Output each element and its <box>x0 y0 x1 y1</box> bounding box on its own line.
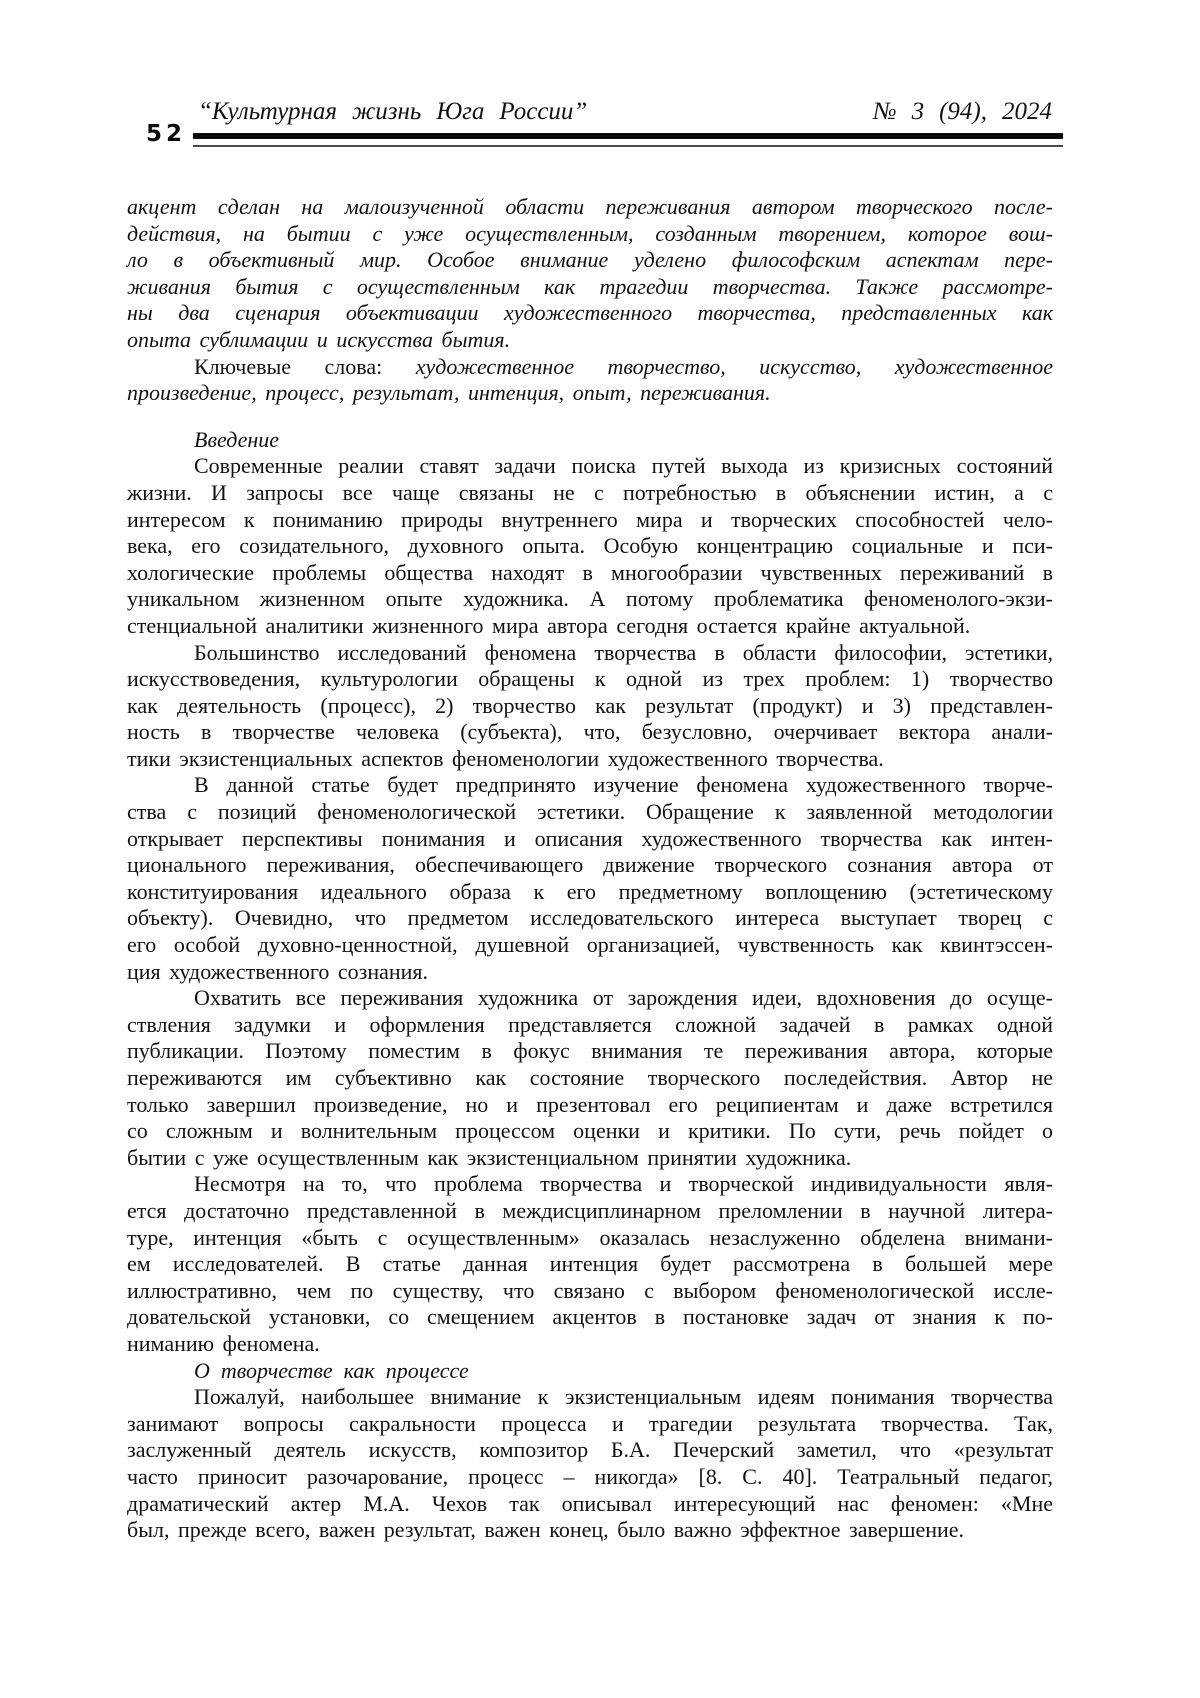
text-line: живания бытия с осуществленным как трагедии творчества. Также рассмотре- <box>127 273 1053 299</box>
text-line: ства с позиций феноменологической эстетики. Обращение к заявленной методологии <box>127 799 1053 825</box>
text-line: действия, на бытии с уже осуществленным, созданным творением, которое вош- <box>127 220 1053 246</box>
text-line: со сложным и волнительным процессом оценки и критики. По сути, речь пойдет о <box>127 1118 1053 1144</box>
article-body <box>127 194 1053 1544</box>
text-line: тики экзистенциальных аспектов феноменологии художественного творчества. <box>127 745 884 771</box>
text-line: его особой духовно-ценностной, душевной организацией, чувственность как квинтэссен- <box>127 932 1053 958</box>
text-line: ционального переживания, обеспечивающего движение творческого сознания автора от <box>127 852 1053 878</box>
text-line: Пожалуй, наибольшее внимание к экзистенциальным идеям понимания творчества <box>194 1384 1053 1410</box>
text-line: акцент сделан на малоизученной области переживания автором творческого после- <box>127 194 1053 219</box>
paragraph-keywords <box>127 354 1053 407</box>
text-line: ция художественного сознания. <box>127 958 429 984</box>
text-line: объекту). Очевидно, что предметом исследовательского интереса выступает творец с <box>127 905 1053 931</box>
journal-title: “Культурная жизнь Юга России” <box>198 98 588 125</box>
text-line: переживаются им субъективно как состояние творческого последействия. Автор не <box>127 1065 1053 1090</box>
text-line: драматический актер М.А. Чехов так описывал интересующий нас феномен: «Мне <box>127 1490 1053 1516</box>
text-line: века, его созидательного, духовного опыта. Особую концентрацию социальные и пси- <box>127 533 1053 559</box>
text-line: искусствоведения, культурологии обращены к одной из трех проблем: 1) творчество <box>127 666 1053 692</box>
text-line: как деятельность (процесс), 2) творчество как результат (продукт) и 3) представлен- <box>127 692 1053 718</box>
text-line: довательской установки, со смещением акцентов в постановке задач от знания к по- <box>127 1304 1053 1330</box>
text-line: открывает перспективы понимания и описания художественного творчества как интен- <box>127 825 1053 851</box>
text-line: занимают вопросы сакральности процесса и трагедии результата творчества. Так, <box>127 1410 1053 1436</box>
text-line: опыта сублимации и искусства бытия. <box>127 326 511 352</box>
text-line: ется достаточно представленной в междисциплинарном преломлении в научной литера- <box>127 1197 1053 1223</box>
paragraph-body <box>127 772 1053 985</box>
text-line: ло в объективный мир. Особое внимание уделено философским аспектам пере- <box>127 247 1053 273</box>
text-line: Охватить все переживания художника от зарождения идеи, вдохновения до осуще- <box>194 985 1053 1011</box>
page-number: 52 <box>146 121 187 147</box>
text-line: Введение <box>194 426 280 452</box>
text-line: был, прежде всего, важен результат, важен конец, было важно эффектное завершение. <box>127 1517 965 1543</box>
section-heading <box>127 427 1053 454</box>
text-line: стенциальной аналитики жизненного мира автора сегодня остается крайне актуальной. <box>127 612 971 638</box>
text-line: Современные реалии ставят задачи поиска путей выхода из кризисных состояний <box>194 453 1053 479</box>
text-line: жизни. И запросы все чаще связаны не с потребностью в объяснении истин, а с <box>127 479 1053 505</box>
text-line: ем исследователей. В статье данная интенция будет рассмотрена в большей мере <box>127 1251 1053 1277</box>
issue-number: № 3 (94), 2024 <box>873 98 1052 125</box>
text-line: ниманию феномена. <box>127 1330 320 1356</box>
text-line: Несмотря на то, что проблема творчества и творческой индивидуальности явля- <box>194 1171 1053 1197</box>
paragraph-body <box>127 1384 1053 1544</box>
paragraph-body <box>127 1171 1053 1357</box>
text-line: О творчестве как процессе <box>194 1357 469 1383</box>
text-line: хологические проблемы общества находят в многообразии чувственных переживаний в <box>127 559 1053 585</box>
text-line: часто приносит разочарование, процесс – никогда» [8. С. 40]. Театральный педагог, <box>127 1463 1053 1489</box>
text-line: интересом к пониманию природы внутреннего мира и творческих способностей чело- <box>127 506 1053 532</box>
keywords-prefix: Ключевые слова: <box>194 353 383 379</box>
text-line: ствления задумки и оформления представляется сложной задачей в рамках одной <box>127 1011 1053 1037</box>
paragraph-body <box>127 640 1053 773</box>
text-line: публикации. Поэтому поместим в фокус внимания те переживания автора, которые <box>127 1038 1053 1064</box>
header-rule <box>193 133 1063 147</box>
text-line: заслуженный деятель искусств, композитор Б.А. Печерский заметил, что «результат <box>127 1437 1053 1463</box>
text-line: Ключевые слова: художественное творчество, искусство, художественное <box>194 353 1053 379</box>
text-line: иллюстративно, чем по существу, что связано с выбором феноменологической иссле- <box>127 1277 1053 1303</box>
paragraph-body <box>127 985 1053 1171</box>
section-heading <box>127 1358 1053 1385</box>
text-line: В данной статье будет предпринято изучение феномена художественного творче- <box>194 772 1053 798</box>
text-line: конституирования идеального образа к его предметному воплощению (эстетическому <box>127 878 1053 904</box>
text-line: уникальном жизненном опыте художника. А потому проблематика феноменолого-экзи- <box>127 586 1053 612</box>
text-line: произведение, процесс, результат, интенция, опыт, переживания. <box>127 380 771 406</box>
text-line: туре, интенция «быть с осуществленным» оказалась незаслуженно обделена внимани- <box>127 1224 1053 1250</box>
text-line: Большинство исследований феномена творчества в области философии, эстетики, <box>194 639 1053 665</box>
text-line: ность в творчестве человека (субъекта), что, безусловно, очерчивает вектора анали- <box>127 719 1053 745</box>
text-line: ны два сценария объективации художественного творчества, представленных как <box>127 300 1053 326</box>
text-line: бытии с уже осуществленным как экзистенциальном принятии художника. <box>127 1144 852 1170</box>
paragraph-abstract <box>127 194 1053 354</box>
paragraph-body <box>127 453 1053 639</box>
header-rule-thick <box>193 133 1063 139</box>
header-rule-thin <box>193 145 1063 147</box>
text-line: только завершил произведение, но и презентовал его реципиентам и даже встретился <box>127 1091 1053 1117</box>
